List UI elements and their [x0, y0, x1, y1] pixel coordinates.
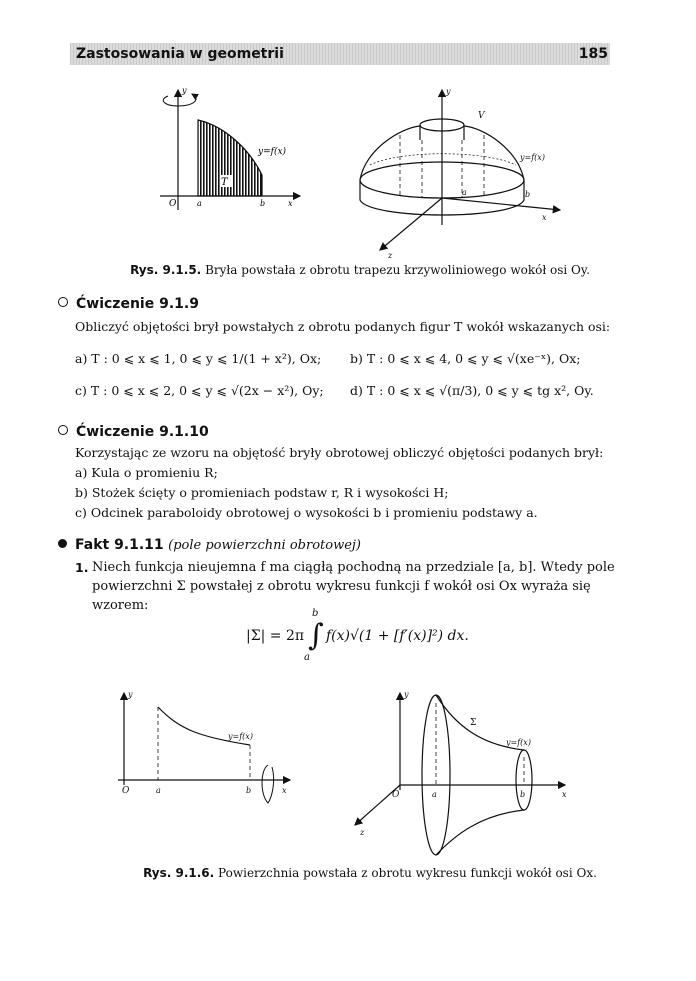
- fact-9-1-11-heading: Fakt 9.1.11 (pole powierzchni obrotowej): [58, 537, 361, 553]
- fig2-left-a: a: [156, 786, 161, 795]
- exercise-9-1-9-item-b: b) T : 0 ⩽ x ⩽ 4, 0 ⩽ y ⩽ √(xe⁻ˣ), Ox;: [350, 351, 581, 366]
- fig2-right-origin: O: [392, 790, 400, 800]
- fig1-right-V-label: V: [478, 111, 485, 121]
- figure-9-1-6: [110, 685, 580, 865]
- page-number: 185: [578, 46, 608, 62]
- fact-item-number: 1.: [75, 560, 89, 575]
- figure-9-1-6-left-diagram: [118, 690, 290, 803]
- fig1-right-x-label: x: [542, 213, 547, 222]
- filled-bullet-icon: [58, 539, 67, 548]
- running-header-title: Zastosowania w geometrii: [76, 46, 284, 62]
- formula-upper-limit: b: [312, 608, 319, 619]
- exercise-9-1-10-item-c: c) Odcinek paraboloidy obrotowej o wysokości b i promieniu podstawy a.: [75, 505, 538, 520]
- exercise-9-1-9-item-a: a) T : 0 ⩽ x ⩽ 1, 0 ⩽ y ⩽ 1/(1 + x²), Ox;: [75, 351, 322, 366]
- fig1-left-b: b: [260, 199, 266, 208]
- fig1-left-origin: O: [169, 199, 177, 209]
- formula-rhs: f(x)√(1 + [f′(x)]²) dx.: [326, 628, 469, 644]
- hollow-bullet-icon: [58, 425, 68, 435]
- fig1-right-b: b: [525, 190, 531, 199]
- fig1-left-a: a: [197, 199, 202, 208]
- fig1-right-func-label: y=f(x): [520, 153, 545, 162]
- figure-9-1-5-caption: [100, 263, 620, 277]
- fig2-left-y-label: y: [128, 690, 133, 699]
- hollow-bullet-icon: [58, 297, 68, 307]
- fig1-left-x-label: x: [288, 199, 293, 208]
- fig2-right-y-label: y: [404, 690, 409, 699]
- figure-9-1-5-left-diagram: [160, 86, 300, 210]
- caption-text: Powierzchnia powstała z obrotu wykresu funkcji wokół osi Ox.: [218, 866, 597, 880]
- exercise-9-1-10-intro: Korzystając ze wzoru na objętość bryły obrotowej obliczyć objętości podanych brył:: [75, 445, 604, 460]
- exercise-9-1-10-heading: Ćwiczenie 9.1.10: [58, 424, 209, 440]
- integral-sign: ∫: [308, 618, 324, 653]
- figure-9-1-6-caption: [100, 866, 640, 880]
- exercise-9-1-9-intro: Obliczyć objętości brył powstałych z obrotu podanych figur T wokół wskazanych osi:: [75, 319, 611, 334]
- caption-text: Bryła powstała z obrotu trapezu krzywoliniowego wokół osi Oy.: [205, 263, 590, 277]
- caption-label: Rys. 9.1.6.: [143, 866, 215, 880]
- fig1-right-a: a: [462, 188, 467, 197]
- figure-9-1-5: [140, 80, 600, 265]
- fig1-left-region-label: T: [221, 177, 228, 188]
- fig1-right-z-label: z: [388, 251, 393, 260]
- caption-label: Rys. 9.1.5.: [130, 263, 202, 277]
- fig2-right-z-label: z: [360, 828, 365, 837]
- fact-line-2: powierzchni Σ powstałej z obrotu wykresu funkcji f wokół osi Ox wyraża się: [92, 579, 591, 594]
- fig2-left-func-label: y=f(x): [228, 732, 253, 741]
- formula-lhs: |Σ| = 2π: [246, 628, 305, 644]
- fig2-right-b: b: [520, 790, 526, 799]
- figure-9-1-5-right-diagram: [360, 87, 560, 260]
- formula-lower-limit: a: [304, 652, 310, 663]
- figure-9-1-6-right-diagram: [355, 690, 567, 855]
- exercise-9-1-10-item-b: b) Stożek ścięty o promieniach podstaw r, R i wysokości H;: [75, 485, 449, 500]
- fig2-left-b: b: [246, 786, 252, 795]
- exercise-9-1-9-item-c: c) T : 0 ⩽ x ⩽ 2, 0 ⩽ y ⩽ √(2x − x²), Oy;: [75, 383, 324, 398]
- exercise-9-1-10-item-a: a) Kula o promieniu R;: [75, 465, 218, 480]
- fig2-right-a: a: [432, 790, 437, 799]
- exercise-9-1-9-heading: Ćwiczenie 9.1.9: [58, 296, 199, 312]
- fig2-left-origin: O: [122, 786, 130, 796]
- fig1-left-y-label: y: [182, 86, 187, 95]
- fig2-left-x-label: x: [282, 786, 287, 795]
- fig1-left-func-label: y=f(x): [258, 147, 287, 157]
- fact-line-1: Niech funkcja nieujemna f ma ciągłą pochodną na przedziale [a, b]. Wtedy pole: [92, 560, 615, 575]
- fig2-right-x-label: x: [562, 790, 567, 799]
- fig2-right-sigma-label: Σ: [470, 718, 477, 728]
- exercise-9-1-9-item-d: d) T : 0 ⩽ x ⩽ √(π/3), 0 ⩽ y ⩽ tg x², Oy.: [350, 383, 594, 398]
- surface-area-formula: [246, 608, 476, 668]
- fact-line-3: wzorem:: [92, 598, 149, 613]
- fig1-right-y-label: y: [446, 87, 451, 96]
- fig2-right-func-label: y=f(x): [506, 738, 531, 747]
